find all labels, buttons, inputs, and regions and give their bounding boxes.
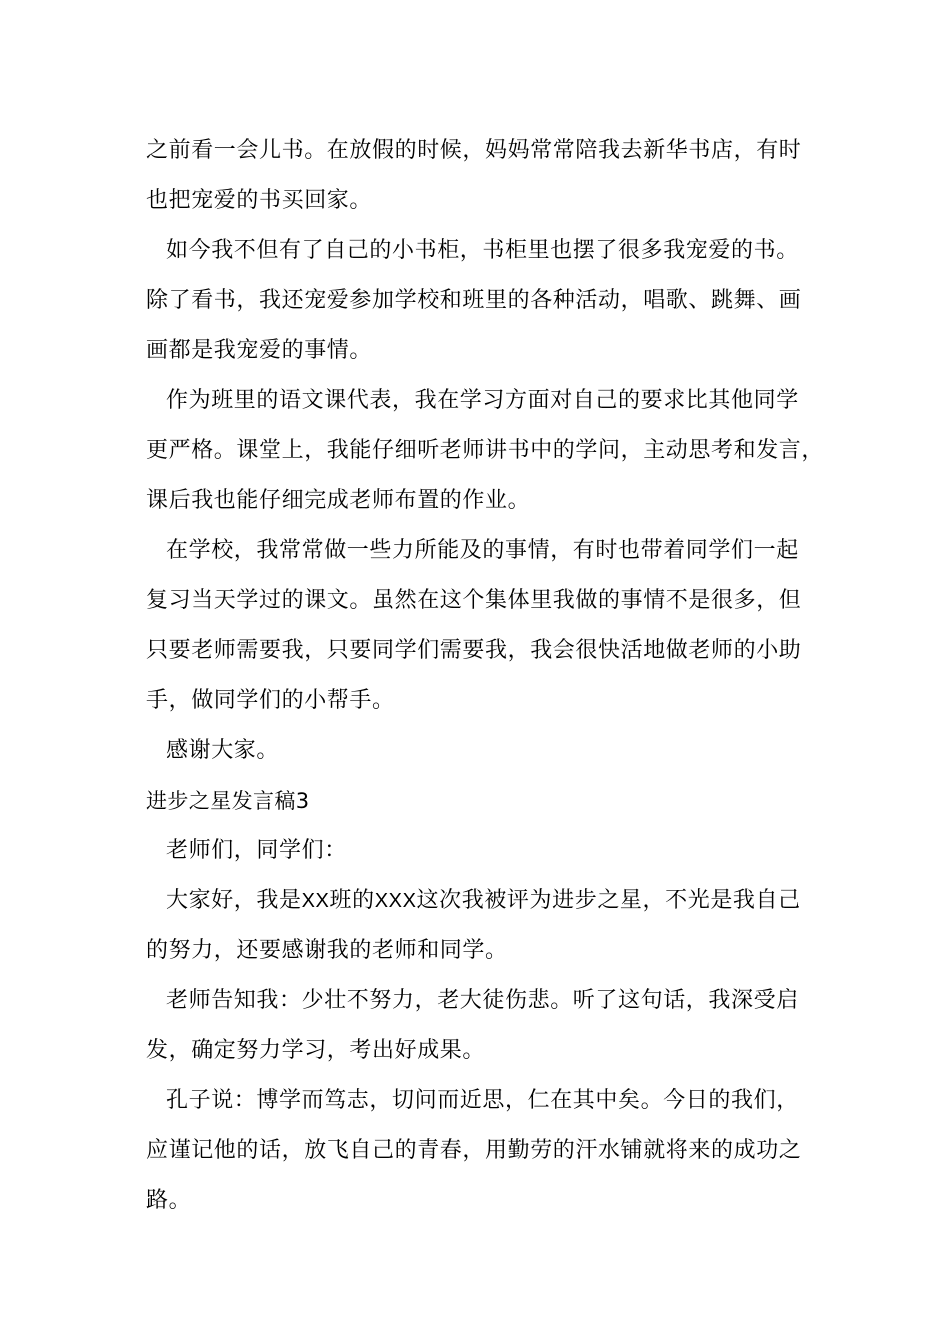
paragraph-line: 感谢大家。 <box>166 738 280 763</box>
paragraph-line: 复习当天学过的课文。虽然在这个集体里我做的事情不是很多，但 <box>146 588 802 613</box>
paragraph-line: 手，做同学们的小帮手。 <box>146 688 395 713</box>
paragraph-line: 老师告知我：少壮不努力，老大徒伤悲。听了这句话，我深受启 <box>166 988 799 1013</box>
paragraph-line <box>146 876 826 926</box>
text-run-latin: XXX <box>374 890 417 912</box>
text-run: 班的 <box>329 888 375 913</box>
paragraph-line: 如今我不但有了自己的小书柜，书柜里也摆了很多我宠爱的书。 <box>166 238 799 263</box>
paragraph-line: 也把宠爱的书买回家。 <box>146 188 373 213</box>
text-run: 这次我被评为进步之星，不光是我自己 <box>416 888 801 913</box>
text-run: 大家好，我是 <box>166 888 302 913</box>
paragraph-line: 只要老师需要我，只要同学们需要我，我会很快活地做老师的小助 <box>146 638 802 663</box>
document-body <box>146 126 826 1226</box>
section-heading: 进步之星发言稿3 <box>146 789 310 813</box>
paragraph-line: 之前看一会儿书。在放假的时候，妈妈常常陪我去新华书店，有时 <box>146 138 802 163</box>
text-run-latin: XX <box>301 890 330 912</box>
paragraph-line: 的努力，还要感谢我的老师和同学。 <box>146 938 508 963</box>
paragraph-line: 画都是我宠爱的事情。 <box>146 338 373 363</box>
salutation-line: 老师们，同学们： <box>166 838 347 863</box>
paragraph-line: 孔子说：博学而笃志，切问而近思，仁在其中矣。今日的我们， <box>166 1088 799 1113</box>
paragraph-line: 除了看书，我还宠爱参加学校和班里的各种活动，唱歌、跳舞、画 <box>146 288 802 313</box>
paragraph-line: 课后我也能仔细完成老师布置的作业。 <box>146 488 531 513</box>
paragraph-line: 发，确定努力学习，考出好成果。 <box>146 1038 486 1063</box>
paragraph-line: 更严格。课堂上，我能仔细听老师讲书中的学问，主动思考和发言， <box>146 438 825 463</box>
paragraph-line: 作为班里的语文课代表，我在学习方面对自己的要求比其他同学 <box>166 388 799 413</box>
paragraph-line: 在学校，我常常做一些力所能及的事情，有时也带着同学们一起 <box>166 538 799 563</box>
paragraph-line: 应谨记他的话，放飞自己的青春，用勤劳的汗水铺就将来的成功之 <box>146 1138 802 1163</box>
paragraph-line: 路。 <box>146 1188 192 1213</box>
